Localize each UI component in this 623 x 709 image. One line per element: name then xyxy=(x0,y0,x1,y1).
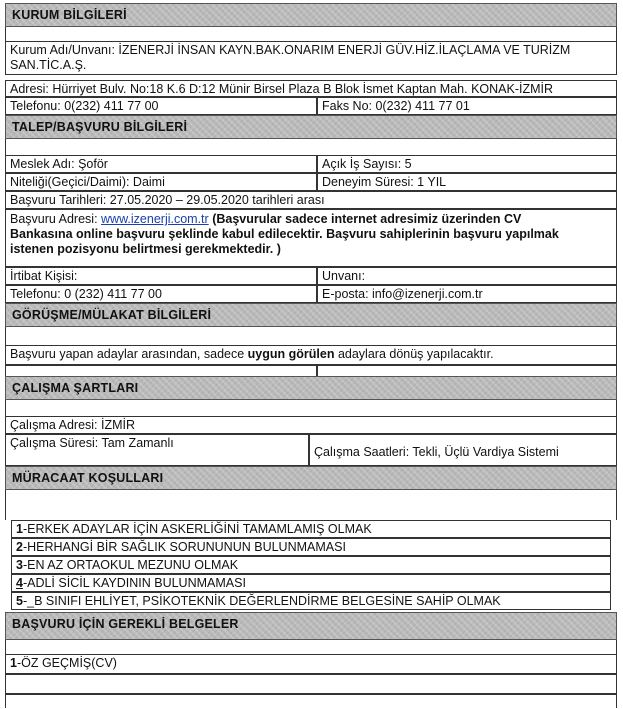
basvuru-adres-row xyxy=(5,209,617,267)
kosul-text: -ADLİ SİCİL KAYDININ BULUNMAMASI xyxy=(22,576,246,590)
irtibat-kisisi: İrtibat Kişisi: xyxy=(10,269,78,283)
meslek-cell xyxy=(5,155,317,173)
kosul-item xyxy=(11,556,611,574)
calisma-adres-row xyxy=(5,416,617,434)
belge-text: -ÖZ GEÇMİŞ(CV) xyxy=(16,656,117,670)
acik-is-sayisi: Açık İş Sayısı: 5 xyxy=(322,157,412,171)
spacer-row xyxy=(5,400,617,416)
kosul-item xyxy=(11,520,611,538)
section-header-belgeler xyxy=(5,612,617,640)
spacer-row xyxy=(5,327,617,345)
basvuru-note-1: (Başvurular sadece internet adresimiz üzerinden CV xyxy=(212,212,522,226)
basvuru-adres-link[interactable]: www.izenerji.com.tr xyxy=(101,212,209,226)
basvuru-tarih-row xyxy=(5,191,617,209)
kurum-faks: Faks No: 0(232) 411 77 01 xyxy=(322,99,470,113)
section-title: KURUM BİLGİLERİ xyxy=(12,8,127,22)
calisma-saatleri: Çalışma Saatleri: Tekli, Üçlü Vardiya Sistemi xyxy=(314,445,559,459)
gorusme-text-bold: uygun görülen xyxy=(247,347,335,361)
kurum-telefon: Telefonu: 0(232) 411 77 00 xyxy=(10,99,159,113)
eposta: E-posta: info@izenerji.com.tr xyxy=(322,287,483,301)
kosul-item xyxy=(11,592,611,610)
nitelik: Niteliği(Geçici/Daimi): Daimi xyxy=(10,175,165,189)
section-title: GÖRÜŞME/MÜLAKAT BİLGİLERİ xyxy=(12,308,212,322)
unvan-cell xyxy=(317,267,617,285)
unvani: Unvanı: xyxy=(322,269,366,283)
section-header-talep xyxy=(5,115,617,139)
meslek-adi: Meslek Adı: Şoför xyxy=(10,157,108,171)
empty-row xyxy=(5,694,617,708)
kosul-num: 1 xyxy=(16,522,23,536)
form-page xyxy=(5,0,617,709)
section-header-calisma xyxy=(5,376,617,400)
spacer-row xyxy=(5,640,617,654)
kosul-num: 5 xyxy=(16,594,23,608)
belge-item xyxy=(5,654,617,674)
section-title: TALEP/BAŞVURU BİLGİLERİ xyxy=(12,120,188,134)
kosul-text: -_B SINIFI EHLİYET, PSİKOTEKNİK DEĞERLENDİRME BELGESİNE SAHİP OLMAK xyxy=(22,594,501,608)
kurum-unvan-line1: Kurum Adı/Unvanı: İZENERJİ İNSAN KAYN.BAK.ONARIM ENERJİ GÜV.HİZ.İLAÇLAMA VE TURİZM xyxy=(10,43,571,57)
basvuru-note-3: istenen pozisyonu belirtmesi gerekmektedir. ) xyxy=(10,242,281,256)
kurum-adres: Adresi: Hürriyet Bulv. No:18 K.6 D:12 Münir Birsel Plaza B Blok İsmet Kaptan Mah. KONAK-İZMİR xyxy=(10,82,554,96)
kosul-text: -HERHANGİ BİR SAĞLIK SORUNUNUN BULUNMAMASI xyxy=(22,540,346,554)
kosul-item xyxy=(11,538,611,556)
eposta-cell xyxy=(317,285,617,303)
calisma-sure-cell xyxy=(5,434,309,466)
gorusme-text-c: adaylara dönüş yapılacaktır. xyxy=(334,347,494,361)
kurum-adres-row xyxy=(5,80,617,97)
gorusme-row xyxy=(5,345,617,365)
basvuru-adres-label: Başvuru Adresi: xyxy=(10,212,98,226)
kosul-text: -ERKEK ADAYLAR İÇİN ASKERLİĞİNİ TAMAMLAMIŞ OLMAK xyxy=(22,522,372,536)
acik-is-cell xyxy=(317,155,617,173)
kosul-item xyxy=(11,574,611,592)
section-header-muracaat xyxy=(5,466,617,490)
section-title: ÇALIŞMA ŞARTLARI xyxy=(12,381,139,395)
belge-num: 1 xyxy=(10,656,17,670)
nitelik-cell xyxy=(5,173,317,191)
kurum-unvan-row xyxy=(5,41,617,75)
basvuru-note-2: Bankasına online başvuru şeklinde kabul edilecektir. Başvuru sahiplerinin başvuru yapılmak xyxy=(10,227,559,241)
section-header-kurum xyxy=(5,3,617,27)
calisma-saat-cell xyxy=(309,434,617,466)
kosul-num: 2 xyxy=(16,540,23,554)
section-title: BAŞVURU İÇİN GEREKLİ BELGELER xyxy=(12,617,239,631)
kurum-unvan-line2: SAN.TİC.A.Ş. xyxy=(10,58,87,72)
spacer-row xyxy=(5,139,617,155)
irtibat-cell xyxy=(5,267,317,285)
calisma-suresi: Çalışma Süresi: Tam Zamanlı xyxy=(10,436,174,450)
kosul-num: 3 xyxy=(16,558,23,572)
kurum-telefon-cell xyxy=(5,97,317,115)
deneyim-cell xyxy=(317,173,617,191)
basvuru-tarihleri: Başvuru Tarihleri: 27.05.2020 – 29.05.2020 tarihleri arası xyxy=(10,193,325,207)
deneyim-suresi: Deneyim Süresi: 1 YIL xyxy=(322,175,447,189)
kosul-num: 4 xyxy=(16,576,23,590)
talep-telefon-cell xyxy=(5,285,317,303)
talep-telefon: Telefonu: 0 (232) 411 77 00 xyxy=(10,287,162,301)
spacer-row xyxy=(5,490,617,520)
calisma-adresi: Çalışma Adresi: İZMİR xyxy=(10,418,136,432)
spacer-row xyxy=(5,27,617,41)
section-title: MÜRACAAT KOŞULLARI xyxy=(12,471,164,485)
kurum-faks-cell xyxy=(317,97,617,115)
gorusme-text-a: Başvuru yapan adaylar arasından, sadece xyxy=(10,347,248,361)
kosul-text: -EN AZ ORTAOKUL MEZUNU OLMAK xyxy=(22,558,239,572)
section-header-gorusme xyxy=(5,303,617,327)
empty-row xyxy=(5,674,617,694)
